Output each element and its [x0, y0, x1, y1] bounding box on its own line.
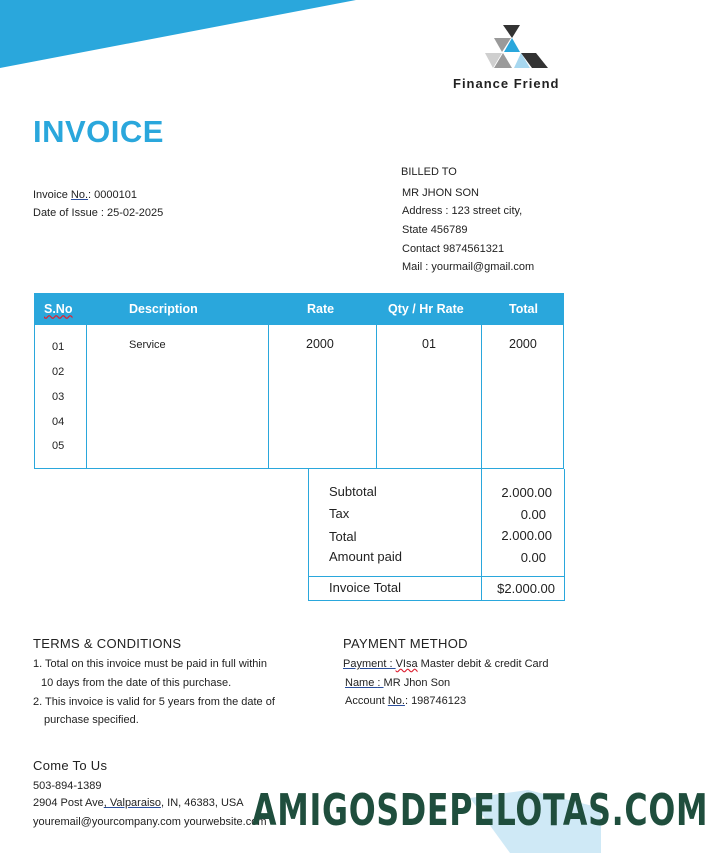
- payment-method: Payment : VIsa Master debit & credit Card: [343, 658, 549, 670]
- contact-web: youremail@yourcompany.com yourwebsite.com: [33, 816, 267, 828]
- total-value: 2.000.00: [501, 528, 552, 543]
- invoice-number: Invoice No.: 0000101: [33, 189, 137, 201]
- totals-box: [308, 469, 565, 601]
- amount-paid-value: 0.00: [520, 550, 546, 565]
- tax-label: Tax: [329, 506, 350, 521]
- watermark-text: AMIGOSDEPELOTAS.COM: [252, 785, 708, 836]
- contact-address: 2904 Post Ave, Valparaiso, IN, 46383, USA: [33, 797, 244, 809]
- billed-to-heading: BILLED TO: [401, 166, 457, 178]
- amount-paid-label: Amount paid: [329, 549, 402, 564]
- row-sno: 02: [52, 366, 65, 378]
- payment-heading: PAYMENT METHOD: [343, 636, 468, 651]
- column-divider: [481, 294, 482, 468]
- page-title: INVOICE: [33, 114, 164, 149]
- issue-date: Date of Issue : 25-02-2025: [33, 207, 164, 219]
- header-sno: S.No: [44, 302, 73, 316]
- billed-to-line: Address : 123 street city,: [402, 205, 523, 217]
- terms-item: 2. This invoice is valid for 5 years from the date of: [33, 696, 275, 708]
- total-label: Total: [329, 529, 357, 544]
- terms-item: 1. Total on this invoice must be paid in full within: [33, 658, 267, 670]
- header-qty: Qty / Hr Rate: [388, 302, 464, 316]
- contact-heading: Come To Us: [33, 758, 108, 773]
- column-divider: [481, 469, 482, 600]
- header-total: Total: [509, 302, 538, 316]
- header-description: Description: [129, 302, 198, 316]
- items-table: [34, 293, 564, 469]
- payment-name: Name : MR Jhon Son: [345, 677, 451, 689]
- table-header: [35, 294, 563, 325]
- column-divider: [86, 294, 87, 468]
- billed-to-line: MR JHON SON: [402, 187, 479, 199]
- invoice-total-value: $2.000.00: [497, 581, 555, 596]
- terms-item: purchase specified.: [44, 714, 139, 726]
- billed-to-line: Mail : yourmail@gmail.com: [402, 261, 535, 273]
- terms-item: 10 days from the date of this purchase.: [41, 677, 232, 689]
- row-qty: 01: [422, 337, 436, 351]
- payment-account: Account No.: 198746123: [345, 695, 467, 707]
- header-rate: Rate: [307, 302, 335, 316]
- invoice-total-label: Invoice Total: [329, 580, 402, 595]
- top-corner-band: [0, 0, 360, 70]
- column-divider: [268, 294, 269, 468]
- billed-to-line: Contact 9874561321: [402, 243, 505, 255]
- brand-name: Finance Friend: [453, 76, 560, 91]
- column-divider: [376, 294, 377, 468]
- row-total: 2000: [509, 337, 537, 351]
- row-sno: 04: [52, 416, 65, 428]
- contact-phone: 503-894-1389: [33, 780, 102, 792]
- triangle-mosaic-logo: [474, 24, 550, 72]
- row-sno: 01: [52, 341, 65, 353]
- row-description: Service: [129, 339, 166, 351]
- subtotal-value: 2.000.00: [501, 485, 552, 500]
- terms-heading: TERMS & CONDITIONS: [33, 636, 182, 651]
- tax-value: 0.00: [520, 507, 546, 522]
- billed-to-line: State 456789: [402, 224, 468, 236]
- row-rate: 2000: [306, 337, 334, 351]
- subtotal-label: Subtotal: [329, 484, 377, 499]
- row-sno: 03: [52, 391, 65, 403]
- totals-divider: [309, 576, 564, 577]
- row-sno: 05: [52, 440, 65, 452]
